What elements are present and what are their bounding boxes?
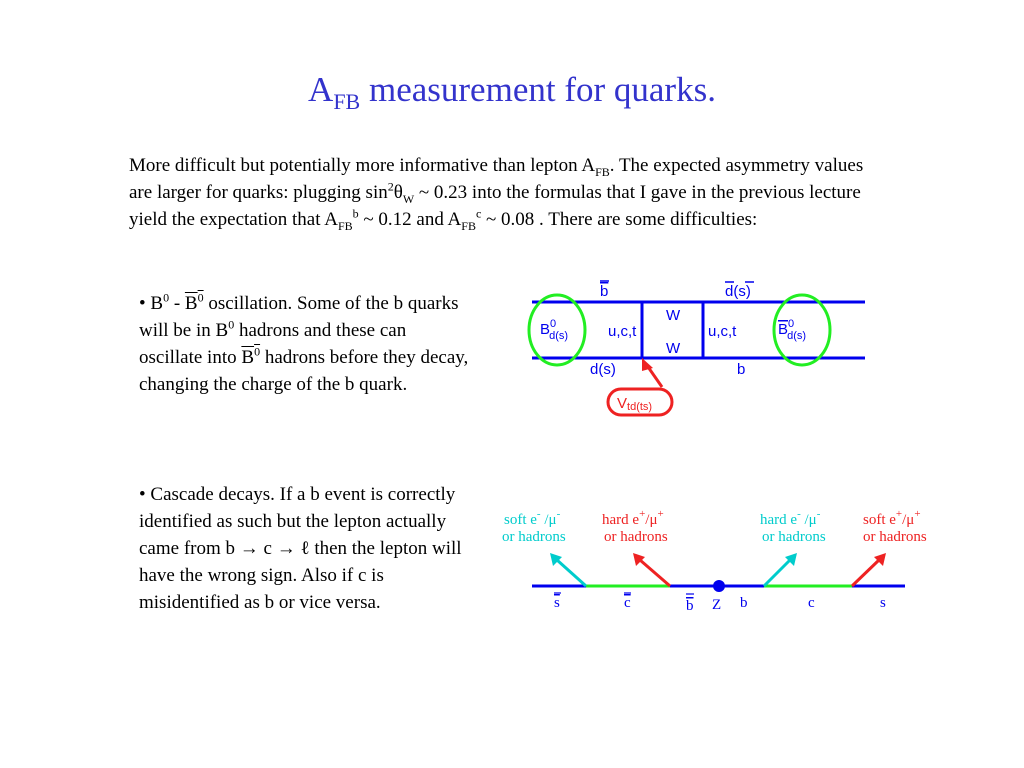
quark-label-top-right: d(s) (725, 283, 751, 300)
quark-label-cbar: c (624, 595, 631, 611)
quark-label-bbar: b (686, 598, 694, 614)
z-vertex (713, 580, 725, 592)
quark-label-b: b (740, 595, 748, 611)
ckm-arrowhead (642, 358, 653, 371)
label-soft-right-2: or hadrons (863, 529, 927, 545)
cascade-decay-diagram (500, 505, 955, 615)
internal-label-left: u,c,t (608, 323, 637, 340)
bullet-oscillation: • $B^0 - \overline{B}^0$ oscillation. Some of the b quarks will be in $B^0$ hadrons and these can oscillate into $\overline{B}^0$ hadrons before they decay, changing the charge of the b quark. (139, 290, 469, 395)
label-hard-left: hard e+/μ+ (602, 508, 664, 528)
arrow-icon: → (276, 538, 296, 559)
quark-label-s: s (880, 595, 886, 611)
label-hard-right: hard e- /μ- (760, 508, 821, 528)
boson-label-z: Z (712, 597, 722, 613)
intro-paragraph: More difficult but potentially more informative than lepton $A_{FB}$. The expected asymmetry values are larger for quarks: plugging $\sin^2\theta_W$ ~ 0.23 into the formulas that I gave in the previous lecture yield the expectation that $A_{FB}^b$ ~ 0.12 and $A_{FB}^c$ ~ 0.08 . There are some difficulties: (129, 155, 864, 233)
quark-label-bottom-left: d(s) (590, 361, 616, 378)
arrow-icon: → (239, 538, 259, 559)
quark-label-bottom-right: b (737, 361, 746, 378)
arrow-soft-right (852, 560, 879, 586)
quark-label-c: c (808, 595, 815, 611)
w-label-top: W (666, 307, 681, 324)
internal-label-right: u,c,t (708, 323, 737, 340)
label-soft-right: soft e+/μ+ (863, 508, 921, 528)
arrow-soft-left (557, 560, 586, 586)
mixing-box-diagram (520, 272, 870, 427)
arrow-hard-left (640, 560, 670, 586)
label-soft-left-2: or hadrons (502, 529, 566, 545)
label-hard-left-2: or hadrons (604, 529, 668, 545)
label-soft-left: soft e- /μ- (504, 508, 561, 528)
meson-label-left: $B^0$ d(s) (540, 318, 569, 342)
ckm-label: Vtd(ts) (617, 395, 653, 413)
quark-label-top-left: b (600, 283, 609, 300)
bullet-cascade: • Cascade decays. If a b event is correctly identified as such but the lepton actually came from b → c → ℓ then the lepton will have the wrong sign. Also if c is misidentified as b or vice versa. (139, 484, 462, 613)
arrow-hard-right (764, 560, 790, 586)
w-label-bottom: W (666, 340, 681, 357)
label-hard-right-2: or hadrons (762, 529, 826, 545)
quark-label-sbar: s (554, 595, 560, 611)
page-title: $A_{FB}$ measurement for quarks. (308, 70, 716, 114)
meson-label-right: $B^0$ d(s) (778, 318, 807, 342)
